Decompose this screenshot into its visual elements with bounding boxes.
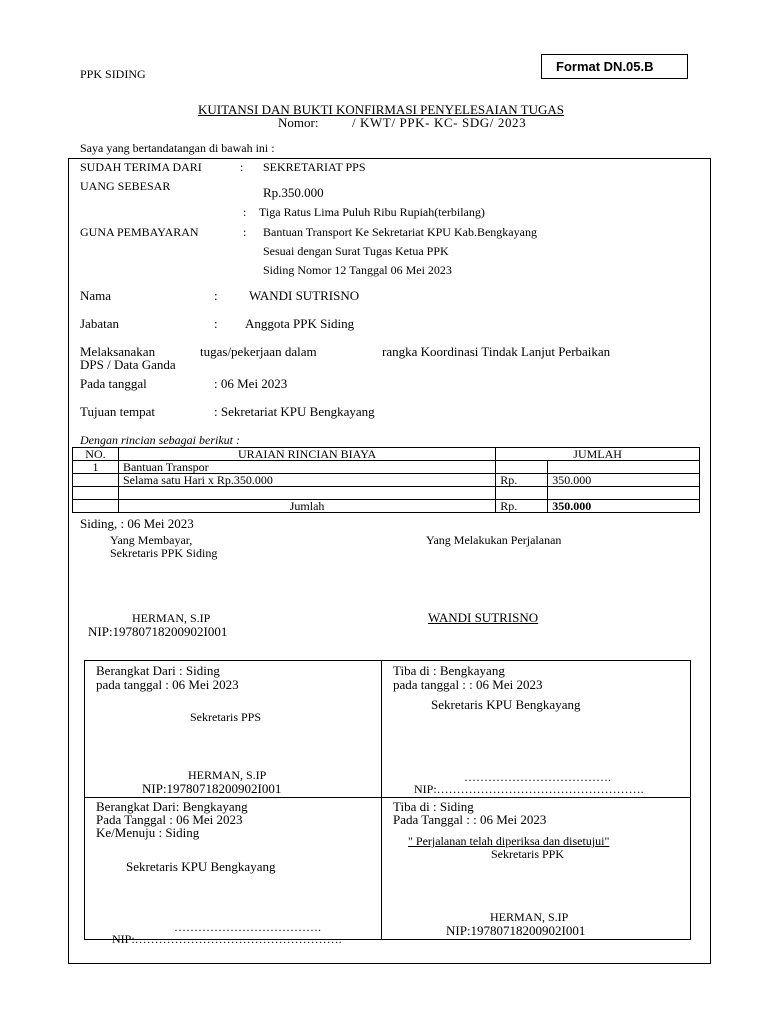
org-name: PPK SIDING <box>80 67 146 81</box>
br-date: Pada Tanggal : : 06 Mei 2023 <box>393 812 547 827</box>
destination-value: : Sekretariat KPU Bengkayang <box>214 404 375 419</box>
br-role: Sekretaris PPK <box>491 847 564 861</box>
table-row <box>73 487 700 500</box>
date-label: Pada tanggal <box>80 376 147 391</box>
bl-dots: ………………………………. <box>174 920 321 934</box>
payer-label: Yang Membayar, <box>110 533 193 547</box>
place-date: Siding, : 06 Mei 2023 <box>80 516 194 531</box>
row-amount: 350.000 <box>548 474 700 487</box>
tr-role: Sekretaris KPU Bengkayang <box>431 697 581 712</box>
tl-role: Sekretaris PPS <box>190 710 262 724</box>
traveler-label: Yang Melakukan Perjalanan <box>426 533 562 547</box>
details-intro: Dengan rincian sebagai berikut : <box>80 433 240 447</box>
tl-nip: NIP:19780718200902I001 <box>142 781 282 796</box>
from-label: SUDAH TERIMA DARI <box>80 160 202 174</box>
nomor-value: / KWT/ PPK- KC- SDG/ 2023 <box>352 115 527 130</box>
br-arrive: Tiba di : Siding <box>393 799 474 814</box>
cost-table <box>72 447 700 513</box>
tl-name: HERMAN, S.IP <box>188 768 267 782</box>
format-code: Format DN.05.B <box>541 54 688 79</box>
nama-label: Nama <box>80 288 112 303</box>
row-currency: Rp. <box>496 474 548 487</box>
grid-divider-horizontal <box>84 797 691 798</box>
total-label: Jumlah <box>118 500 495 513</box>
grid-divider-vertical <box>381 660 382 940</box>
row-no: 1 <box>73 461 119 474</box>
from-value: SEKRETARIAT PPS <box>263 160 366 174</box>
purpose-line-3: Siding Nomor 12 Tanggal 06 Mei 2023 <box>263 263 452 277</box>
table-row <box>73 474 700 487</box>
traveler-name: WANDI SUTRISNO <box>428 610 539 625</box>
total-amount: 350.000 <box>548 500 700 513</box>
payer-role: Sekretaris PPK Siding <box>110 546 218 560</box>
bl-nip: NIP:……………………………………………. <box>112 932 342 946</box>
tl-depart: Berangkat Dari : Siding <box>96 663 220 678</box>
task-word-3: rangka Koordinasi Tindak Lanjut Perbaikan <box>382 344 611 359</box>
payer-name: HERMAN, S.IP <box>132 611 211 625</box>
tl-date: pada tanggal : 06 Mei 2023 <box>96 677 239 692</box>
br-nip: NIP:19780718200902I001 <box>446 923 586 938</box>
tr-arrive: Tiba di : Bengkayang <box>393 663 505 678</box>
nomor-label: Nomor: <box>278 115 319 130</box>
jabatan-value: Anggota PPK Siding <box>245 316 355 331</box>
tr-dots: ………………………………. <box>464 770 611 784</box>
document-title: KUITANSI DAN BUKTI KONFIRMASI PENYELESAIAN TUGAS <box>198 102 564 117</box>
task-word-2: tugas/pekerjaan dalam <box>200 344 317 359</box>
row-desc: Bantuan Transpor <box>118 461 495 474</box>
table-total-row <box>73 500 700 513</box>
header-desc: URAIAN RINCIAN BIAYA <box>118 448 495 461</box>
purpose-colon: : <box>243 225 247 239</box>
purpose-line-1: Bantuan Transport Ke Sekretariat KPU Kab.Bengkayang <box>263 225 537 239</box>
task-line-2: DPS / Data Ganda <box>80 357 176 372</box>
nama-colon: : <box>214 288 218 303</box>
table-row <box>73 461 700 474</box>
intro-text: Saya yang bertandatangan di bawah ini : <box>80 141 275 155</box>
jabatan-label: Jabatan <box>80 316 119 331</box>
tr-date: pada tanggal : : 06 Mei 2023 <box>393 677 543 692</box>
bl-to: Ke/Menuju : Siding <box>96 825 200 840</box>
header-amount: JUMLAH <box>496 448 700 461</box>
header-no: NO. <box>73 448 119 461</box>
amount-value: Rp.350.000 <box>263 185 324 200</box>
bl-date: Pada Tanggal : 06 Mei 2023 <box>96 812 243 827</box>
terbilang-colon: : <box>243 205 247 219</box>
purpose-line-2: Sesuai dengan Surat Tugas Ketua PPK <box>263 244 449 258</box>
total-currency: Rp. <box>496 500 548 513</box>
terbilang-text: Tiga Ratus Lima Puluh Ribu Rupiah(terbilang) <box>259 205 485 219</box>
purpose-label: GUNA PEMBAYARAN <box>80 225 199 239</box>
row-desc: Selama satu Hari x Rp.350.000 <box>118 474 495 487</box>
from-colon: : <box>240 160 244 174</box>
date-value: : 06 Mei 2023 <box>214 376 288 391</box>
amount-label: UANG SEBESAR <box>80 179 171 193</box>
tr-nip: NIP:……………………………………………. <box>414 782 644 796</box>
nama-value: WANDI SUTRISNO <box>249 288 360 303</box>
br-note: " Perjalanan telah diperiksa dan disetujui" <box>408 834 610 848</box>
destination-label: Tujuan tempat <box>80 404 155 419</box>
bl-depart: Berangkat Dari: Bengkayang <box>96 799 248 814</box>
payer-nip: NIP:19780718200902I001 <box>88 624 228 639</box>
task-word-1: Melaksanakan <box>80 344 156 359</box>
bl-role: Sekretaris KPU Bengkayang <box>126 859 276 874</box>
table-header-row <box>73 448 700 461</box>
br-name: HERMAN, S.IP <box>490 910 569 924</box>
jabatan-colon: : <box>214 316 218 331</box>
